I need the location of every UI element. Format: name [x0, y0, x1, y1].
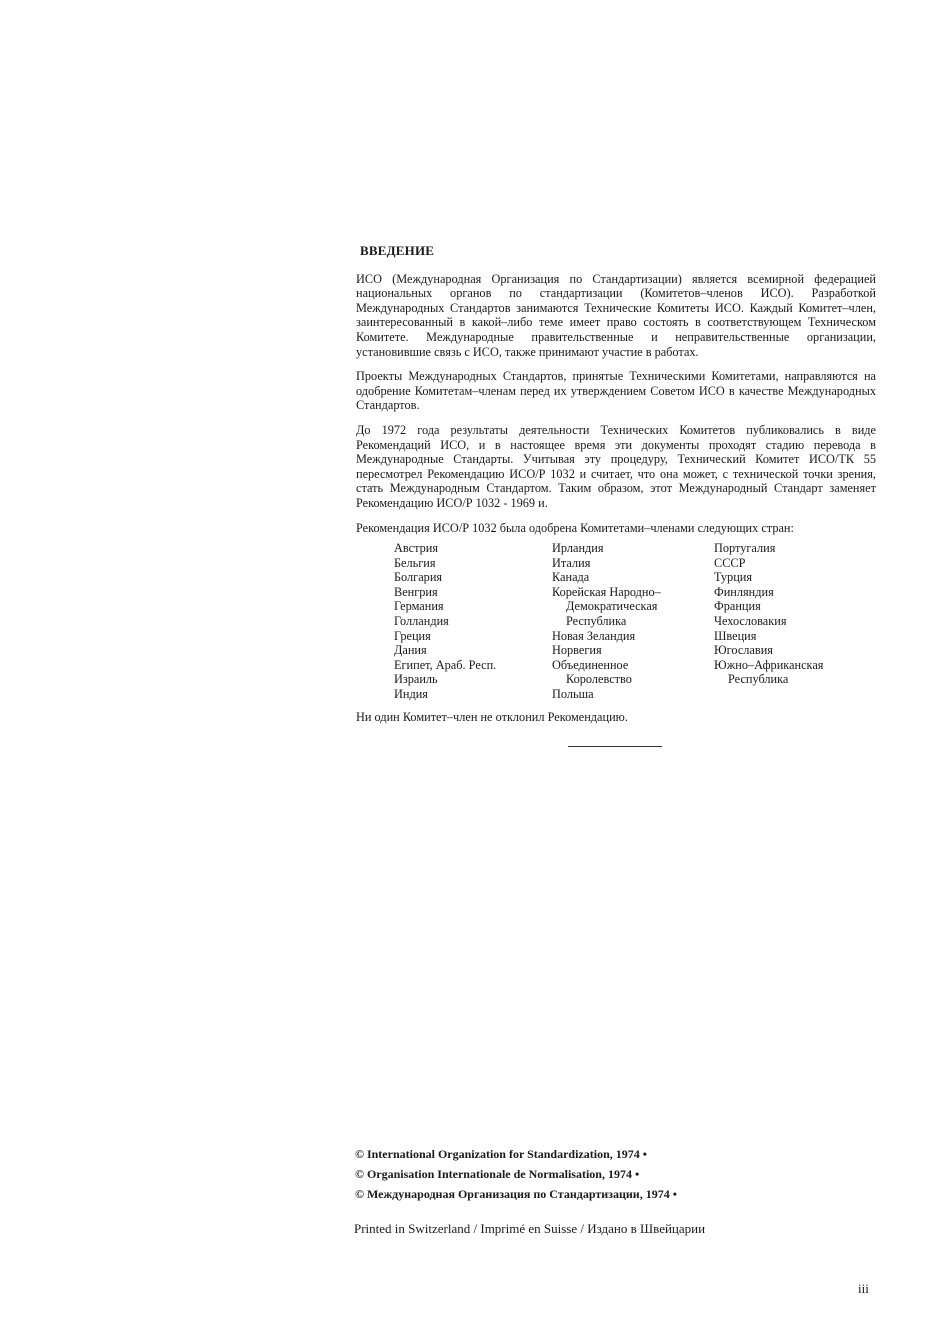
- country-item-continuation: Республика: [566, 614, 627, 629]
- copyright-line-ru: © Международная Организация по Стандартизации, 1974 •: [355, 1187, 677, 1201]
- country-item: Ирландия: [552, 541, 604, 556]
- country-item: Корейская Народно–: [552, 584, 661, 599]
- country-item: Италия: [552, 555, 591, 570]
- section-divider: [568, 746, 662, 747]
- paragraph-history: До 1972 года результаты деятельности Технических Комитетов публиковались в виде Рекомендаций ИСО, и в настоящее время эти документы проходят стадию перевода в Международные Стандарты. Учитывая эту процедуру, Технический Комитет ИСО/ТК 55 пересмотрел Рекомендацию ИСО/Р 1032 и считает, что она может, с технической точки зрения, стать Международным Стандартом. Таким образом, этот Международный Стандарт заменяет Рекомендацию ИСО/Р 1032 - 1969 и.: [356, 422, 876, 510]
- country-item: Объединенное: [552, 657, 629, 672]
- country-item-continuation: Демократическая: [566, 599, 658, 614]
- closing-statement: Ни один Комитет–член не отклонил Рекомендацию.: [356, 709, 628, 724]
- country-column-1: [394, 541, 552, 702]
- country-item: Швеция: [714, 628, 757, 643]
- country-item: Турция: [714, 570, 753, 585]
- country-item: Египет, Араб. Респ.: [394, 657, 497, 672]
- country-item: Чехословакия: [714, 614, 787, 629]
- country-item: Канада: [552, 570, 590, 585]
- copyright-block: [355, 1144, 677, 1204]
- section-heading: ВВЕДЕНИЕ: [360, 243, 435, 258]
- country-item-continuation: Королевство: [566, 672, 632, 687]
- country-item: Дания: [394, 643, 427, 658]
- country-list: [356, 541, 876, 702]
- country-item: Польша: [552, 687, 594, 702]
- country-item: Индия: [394, 687, 428, 702]
- country-item: Португалия: [714, 541, 776, 556]
- page-number: iii: [858, 1281, 869, 1296]
- country-item: Греция: [394, 628, 431, 643]
- paragraph-intro: ИСО (Международная Организация по Стандартизации) является всемирной федерацией национальных органов по стандартизации (Комитетов–членов ИСО). Разработкой Международных Стандартов занимаются Технические Комитеты ИСО. Каждый Комитет–член, заинтересованный в какой–либо теме имеет право состоять в соответствующем Техническом Комитете. Международные правительственные и неправительственные организации, установившие связь с ИСО, также принимают участие в работах.: [356, 271, 876, 359]
- country-item: Норвегия: [552, 643, 602, 658]
- country-item: Германия: [394, 599, 444, 614]
- country-item: Голландия: [394, 614, 449, 629]
- country-item: Франция: [714, 599, 761, 614]
- country-item: Югославия: [714, 643, 773, 658]
- country-item: Израиль: [394, 672, 438, 687]
- country-item: Австрия: [394, 541, 438, 556]
- document-body: [356, 244, 876, 724]
- paragraph-approval: Рекомендация ИСО/Р 1032 была одобрена Комитетами–членами следующих стран:: [356, 520, 794, 535]
- copyright-line-fr: © Organisation Internationale de Normalisation, 1974 •: [355, 1167, 640, 1181]
- country-item: Новая Зеландия: [552, 628, 636, 643]
- country-column-3: [714, 541, 874, 702]
- copyright-line-en: © International Organization for Standardization, 1974 •: [355, 1147, 647, 1161]
- country-column-2: [552, 541, 714, 702]
- country-item-continuation: Республика: [728, 672, 789, 687]
- country-item: Венгрия: [394, 584, 438, 599]
- paragraph-drafts: Проекты Международных Стандартов, принятые Техническими Комитетами, направляются на одобрение Комитетам–членам перед их утверждением Советом ИСО в качестве Международных Стандартов.: [356, 369, 876, 413]
- country-item: СССР: [714, 555, 746, 570]
- country-item: Бельгия: [394, 555, 436, 570]
- country-item: Финляндия: [714, 584, 774, 599]
- country-item: Южно–Африканская: [714, 657, 824, 672]
- country-item: Болгария: [394, 570, 443, 585]
- printed-in-line: Printed in Switzerland / Imprimé en Suisse / Издано в Швейцарии: [354, 1221, 706, 1236]
